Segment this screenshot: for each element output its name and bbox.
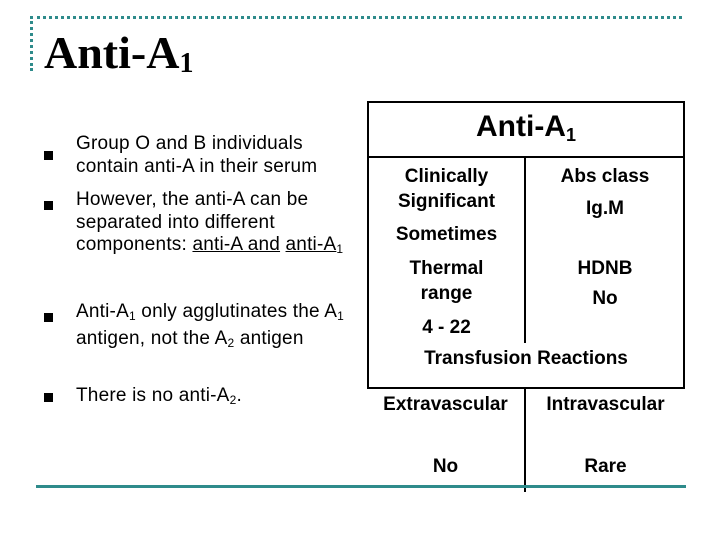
intravascular-label: Intravascular (546, 394, 665, 415)
intravascular-value: Rare (584, 456, 627, 477)
clinically-significant-label: Clinically Significant (397, 166, 496, 212)
slide-title: Anti-$A_1$ (44, 27, 194, 79)
bullet-4: There is no anti-$A_2$. (76, 385, 242, 407)
abs-class-label: Abs class (560, 166, 650, 187)
top-dotted-rule (30, 16, 682, 19)
abs-class-value: Ig.M (586, 198, 624, 219)
left-dotted-rule (30, 16, 33, 71)
bullet-marker (44, 201, 53, 210)
hdnb-value: No (592, 288, 618, 309)
bullet-marker (44, 313, 53, 322)
table-divider (367, 387, 685, 389)
extravascular-label: Extravascular (383, 394, 508, 415)
clinically-significant-value: Sometimes (395, 224, 498, 245)
bullet-2: However, the anti-A can be separated into different components: anti-A and anti-$A_1$ (76, 189, 344, 256)
bullet-3: Anti-$A_1$ only agglutinates the $A_1$ antigen, not the $A_2$ antigen (76, 301, 344, 350)
bullet-1: Group O and B individuals contain anti-A in their serum (76, 133, 318, 177)
extravascular-value: No (432, 456, 459, 477)
table-column-divider (524, 156, 526, 343)
hdnb-label: HDNB (577, 258, 633, 279)
thermal-range-value: 4 - 22 (422, 317, 471, 338)
transfusion-reactions-label: Transfusion Reactions (424, 348, 628, 369)
table-divider (367, 156, 685, 158)
bottom-rule (36, 485, 686, 488)
table-title: Anti-$A_1$ (476, 110, 576, 145)
bullet-marker (44, 151, 53, 160)
bullet-marker (44, 393, 53, 402)
thermal-range-label: Thermal range (409, 258, 484, 304)
